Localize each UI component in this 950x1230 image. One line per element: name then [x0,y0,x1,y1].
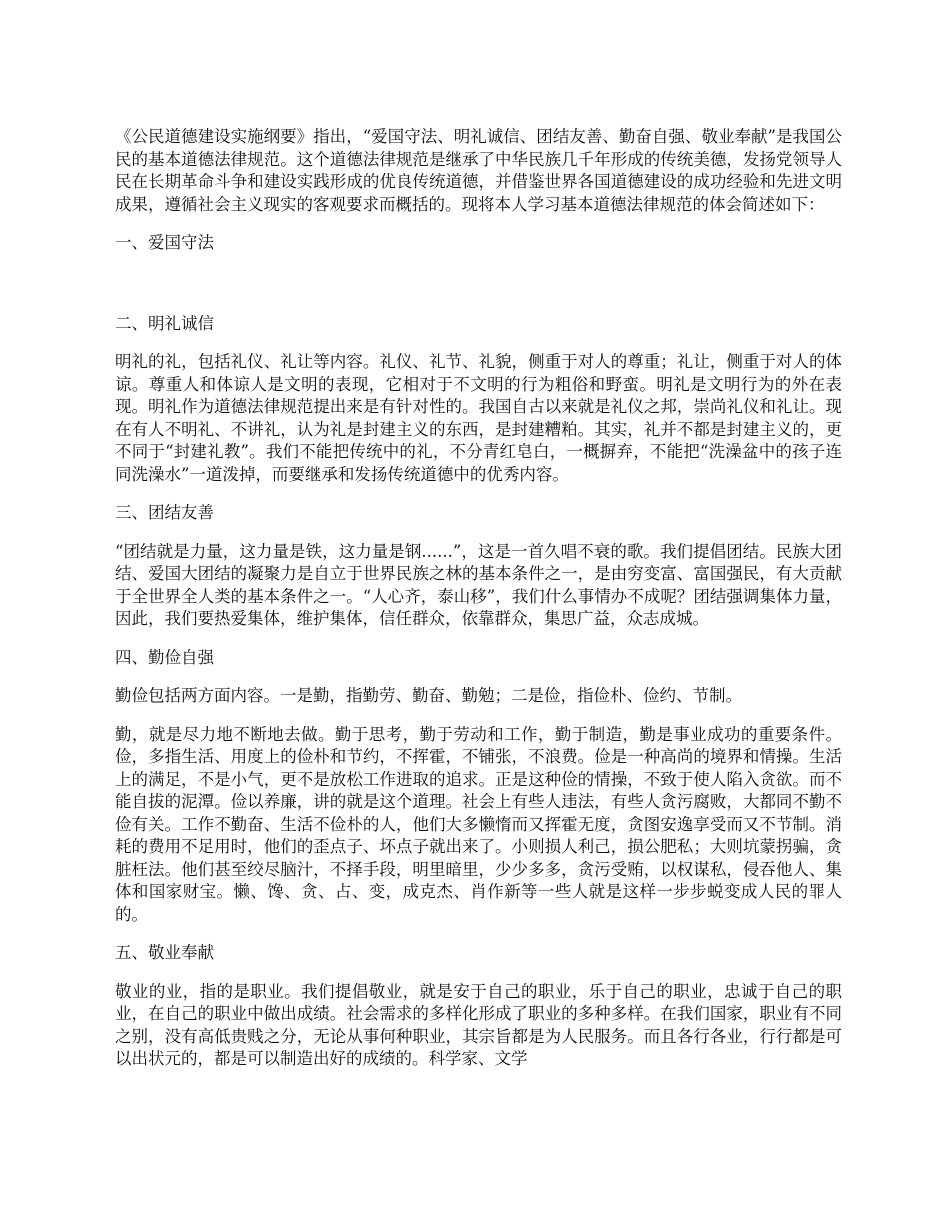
intro-paragraph: 《公民道德建设实施纲要》指出，“爱国守法、明礼诚信、团结友善、勤奋自强、敬业奉献”是我国公民的基本道德法律规范。这个道德法律规范是继承了中华民族几千年形成的传统美德，发扬党领导人民在长期革命斗争和建设实践形成的优良传统道德，并借鉴世界各国道德建设的成功经验和先进文明成果，遵循社会主义现实的客观要求而概括的。现将本人学习基本道德法律规范的体会简述如下： [115,127,842,214]
document-page [115,126,842,1087]
section-heading-dedication: 五、敬业奉献 [115,943,214,962]
diligence-paragraph-2: 勤，就是尽力地不断地去做。勤于思考，勤于劳动和工作，勤于制造，勤是事业成功的重要条件。俭，多指生活、用度上的俭朴和节约，不挥霍，不铺张，不浪费。俭是一种高尚的境界和情操。生活上的满足，不是小气，更不是放松工作进取的追求。正是这种俭的情操，不致于使人陷入贪欲。而不能自拔的泥潭。俭以养廉，讲的就是这个道理。社会上有些人违法，有些人贪污腐败，大都同不勤不俭有关。工作不勤奋、生活不俭朴的人，他们大多懒惰而又挥霍无度，贪图安逸享受而又不节制。消耗的费用不足用时，他们的歪点子、坏点子就出来了。小则损人利己，损公肥私；大则坑蒙拐骗，贪脏枉法。他们甚至绞尽脑汁，不择手段，明里暗里，少少多多，贪污受贿，以权谋私，侵吞他人、集体和国家财宝。懒、馋、贪、占、变，成克杰、肖作新等一些人就是这样一步步蜕变成人民的罪人的。 [115,724,842,924]
section-heading-patriotism: 一、爱国守法 [115,233,214,252]
dedication-paragraph: 敬业的业，指的是职业。我们提倡敬业，就是安于自己的职业，乐于自己的职业，忠诚于自己的职业，在自己的职业中做出成绩。社会需求的多样化形成了职业的多种多样。在我们国家，职业有不同之别，没有高低贵贱之分，无论从事何种职业，其宗旨都是为人民服务。而且各行各业，行行都是可以出状元的，都是可以制造出好的成绩的。科学家、文学 [115,981,842,1068]
section-heading-diligence: 四、勤俭自强 [115,647,214,667]
section-heading-courtesy: 二、明礼诚信 [115,313,214,333]
diligence-paragraph-1: 勤俭包括两方面内容。一是勤，指勤劳、勤奋、勤勉；二是俭，指俭朴、俭约、节制。 [115,686,742,705]
unity-paragraph: “团结就是力量，这力量是铁，这力量是钢......”，这是一首久唱不衰的歌。我们提倡团结。民族大团结、爱国大团结的凝聚力是自立于世界民族之林的基本条件之一，是由穷变富、富国强民，有大贡献于全世界全人类的基本条件之一。“人心齐，泰山移”，我们什么事情办不成呢？团结强调集体力量，因此，我们要热爱集体，维护集体，信任群众，依靠群众，集思广益，众志成城。 [115,541,842,628]
blank-space [115,271,842,313]
courtesy-paragraph: 明礼的礼，包括礼仪、礼让等内容。礼仪、礼节、礼貌，侧重于对人的尊重；礼让，侧重于对人的体谅。尊重人和体谅人是文明的表现，它相对于不文明的行为粗俗和野蛮。明礼是文明行为的外在表现。明礼作为道德法律规范提出来是有针对性的。我国自古以来就是礼仪之邦，崇尚礼仪和礼让。现在有人不明礼、不讲礼，认为礼是封建主义的东西，是封建糟粕。其实，礼并不都是封建主义的，更不同于“封建礼教”。我们不能把传统中的礼，不分青红皂白，一概摒弃，不能把“洗澡盆中的孩子连同洗澡水”一道泼掉，而要继承和发扬传统道德中的优秀内容。 [115,352,842,484]
section-heading-unity: 三、团结友善 [115,503,214,522]
